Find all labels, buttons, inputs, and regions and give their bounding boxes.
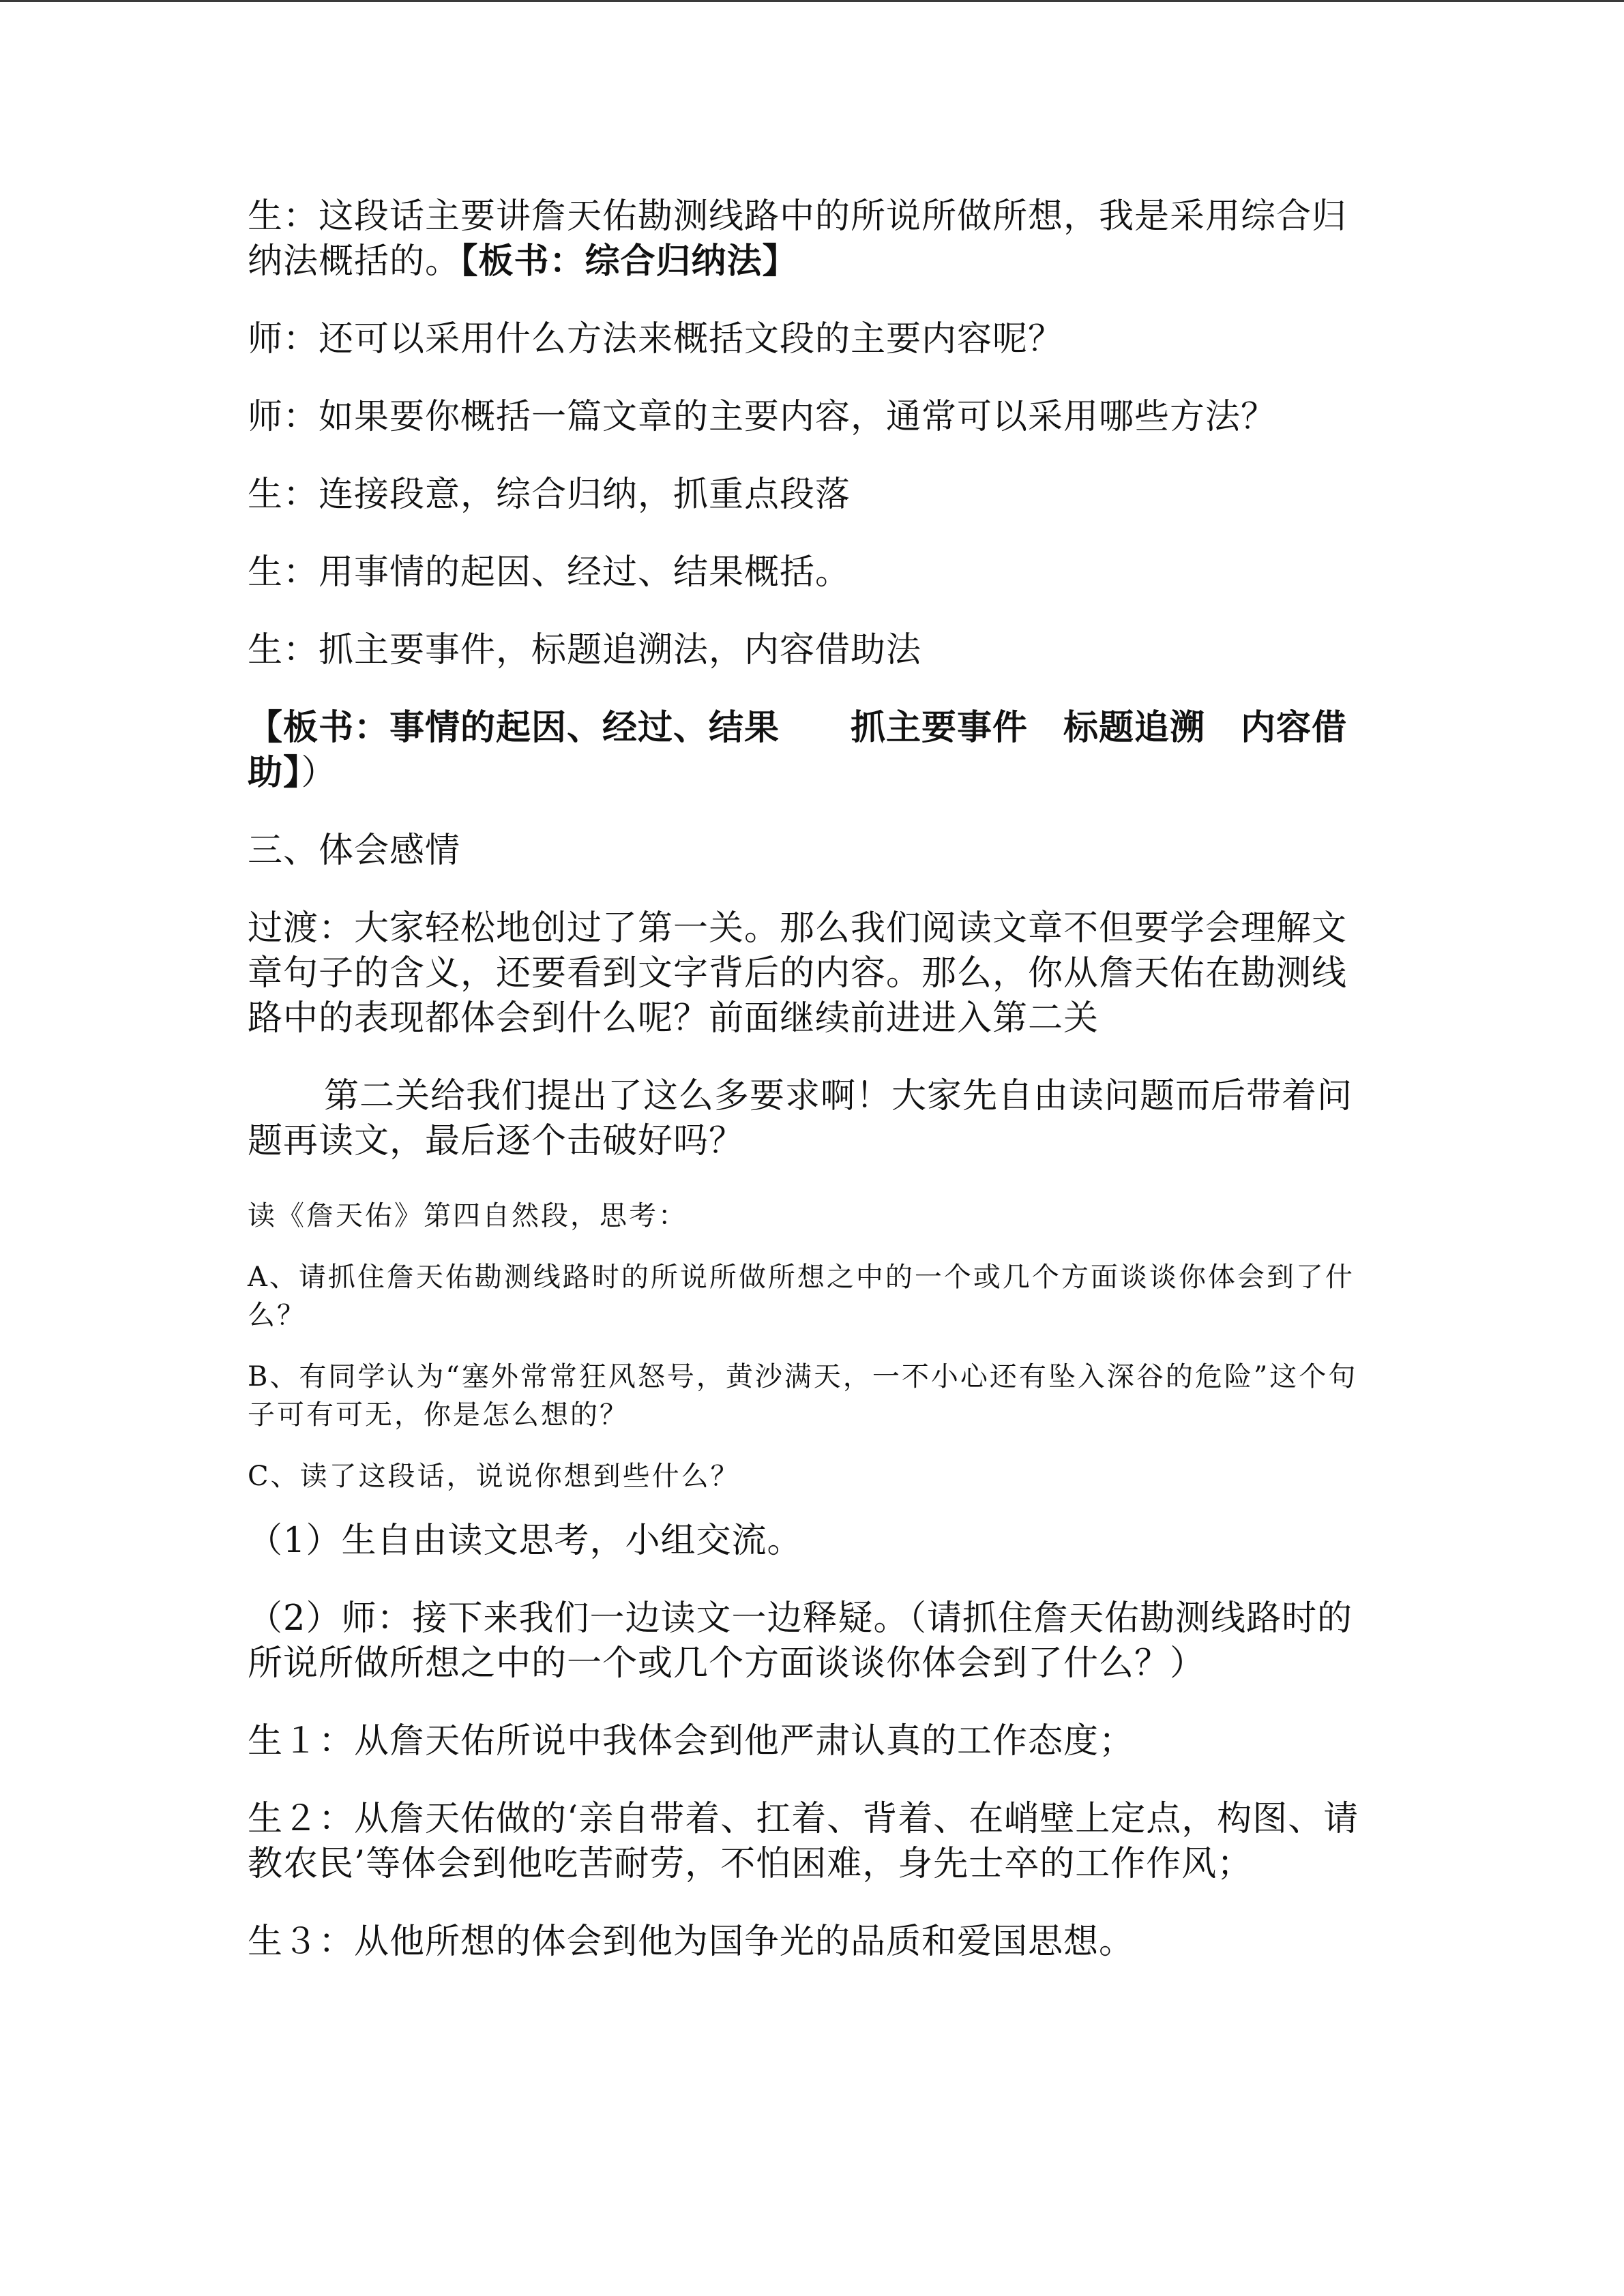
paragraph-second-level: 第二关给我们提出了这么多要求啊！大家先自由读问题而后带着问题再读文，最后逐个击破好吗？ xyxy=(248,1076,1353,1161)
paragraph-text: 生：这段话主要讲詹天佑勘测线路中的所说所做所想，我是采用综合归纳法概括的。 xyxy=(248,196,1348,282)
paragraph-student-answer-3: 生：抓主要事件，标题追溯法，内容借助法 xyxy=(248,630,922,670)
section-heading: 三、体会感情 xyxy=(248,831,461,871)
board-note: 【板书：事情的起因、经过、结果 抓主要事件 标题追溯 内容借助】 xyxy=(248,708,1348,793)
paragraph-transition: 过渡：大家轻松地创过了第一关。那么我们阅读文章不但要学会理解文章句子的含义，还要看到文字背后的内容。那么，你从詹天佑在勘测线路中的表现都体会到什么呢？前面继续前进进入第二关 xyxy=(248,908,1348,1039)
paragraph-student-answer-1: 生：连接段意，综合归纳，抓重点段落 xyxy=(248,475,851,515)
page-top-border xyxy=(0,0,1624,2)
question-b: B、有同学认为“塞外常常狂风怒号，黄沙满天，一不小心还有坠入深谷的危险”这个句子可有可无，你是怎么想的？ xyxy=(248,1361,1358,1431)
closing-paren: ） xyxy=(301,753,337,793)
paragraph-teacher-question-2: 师：如果要你概括一篇文章的主要内容，通常可以采用哪些方法？ xyxy=(248,397,1277,437)
question-intro: 读《詹天佑》第四自然段，思考： xyxy=(248,1200,688,1232)
document-body xyxy=(248,194,1366,1997)
question-c: C、读了这段话，说说你想到些什么？ xyxy=(248,1461,740,1492)
paragraph-teacher-question-1: 师：还可以采用什么方法来概括文段的主要内容呢？ xyxy=(248,319,1064,359)
paragraph-student-1: 生１：从詹天佑所说中我体会到他严肃认真的工作态度； xyxy=(248,1721,1135,1761)
paragraph-board-methods xyxy=(248,706,1366,796)
paragraph-student-2: 生２：从詹天佑做的‘亲自带着、扛着、背着、在峭壁上定点，构图、请教农民’等体会到他吃苦耐劳，不怕困难，身先士卒的工作作风； xyxy=(248,1799,1359,1884)
board-note: 【板书：综合归纳法】 xyxy=(460,241,798,282)
paragraph-step-1: （1）生自由读文思考，小组交流。 xyxy=(248,1521,803,1561)
paragraph-student-3: 生３：从他所想的体会到他为国争光的品质和爱国思想。 xyxy=(248,1922,1135,1962)
question-a: A、请抓住詹天佑勘测线路时的所说所做所想之中的一个或几个方面谈谈你体会到了什么？ xyxy=(248,1262,1355,1331)
paragraph-student-summary xyxy=(248,194,1366,284)
paragraph-student-answer-2: 生：用事情的起因、经过、结果概括。 xyxy=(248,552,851,593)
paragraph-step-2: （2）师：接下来我们一边读文一边释疑。（请抓住詹天佑勘测线路时的所说所做所想之中的一个或几个方面谈谈你体会到了什么？） xyxy=(248,1598,1353,1684)
